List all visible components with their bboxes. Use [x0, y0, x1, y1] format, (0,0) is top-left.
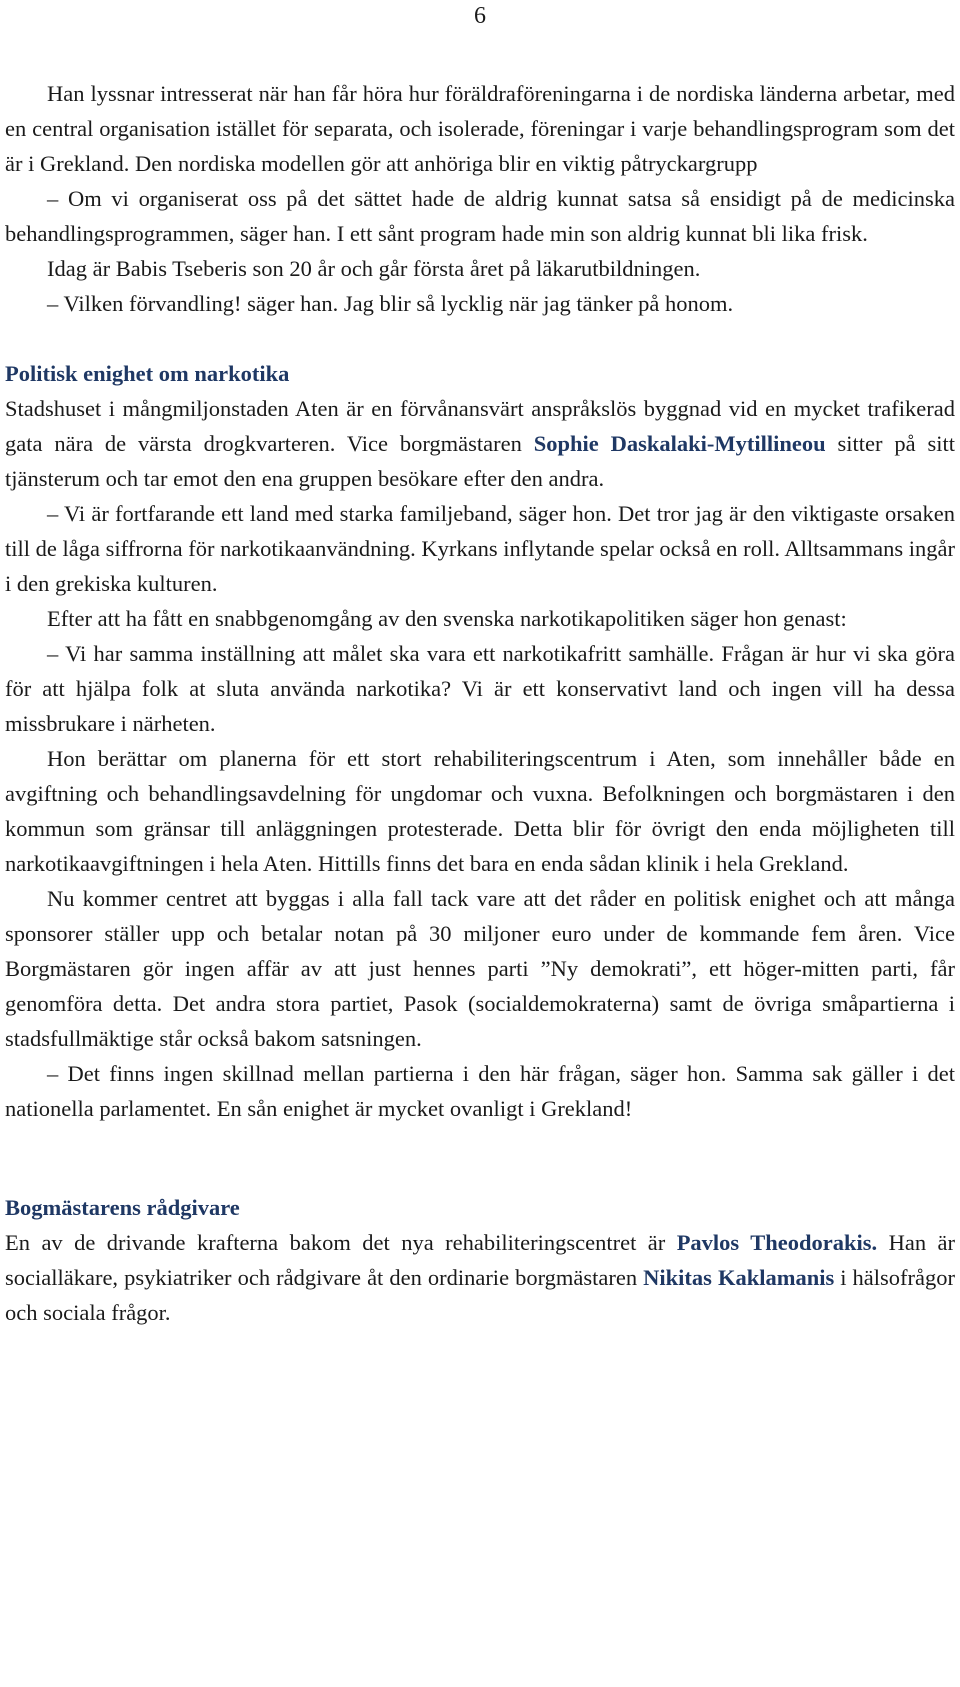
paragraph [5, 391, 955, 496]
person-name: Nikitas Kaklamanis [643, 1265, 835, 1290]
paragraph: Hon berättar om planerna för ett stort rehabiliteringscentrum i Aten, som innehåller både en avgiftning och behandlingsavdelning för ungdomar och vuxna. Befolkningen och borgmästaren i den kommun som gränsar till anläggningen protesterade. Detta blir för övrigt den enda möjligheten till narkotikaavgiftningen i hela Aten. Hittills finns det bara en enda sådan klinik i hela Grekland. [5, 746, 955, 876]
section-heading: Politisk enighet om narkotika [5, 361, 290, 386]
text-run: i hälsofrågor och sociala frågor. [5, 1265, 955, 1325]
person-name: Pavlos Theodorakis. [676, 1230, 878, 1255]
text-run: En av de drivande krafterna bakom det nya rehabiliteringscentret är [5, 1230, 677, 1255]
paragraph: Idag är Babis Tseberis son 20 år och går första året på läkarutbildningen. [47, 256, 701, 281]
text-run: sitter på sitt tjänsterum och tar emot den ena gruppen besökare efter den andra. [5, 431, 955, 491]
paragraph: – Vi är fortfarande ett land med starka familjeband, säger hon. Det tror jag är den viktigaste orsaken till de låga siffrorna för narkotikaanvändning. Kyrkans inflytande spelar också en roll. Alltsammans ingår i den grekiska kulturen. [5, 501, 955, 596]
paragraph: – Det finns ingen skillnad mellan partierna i den här frågan, säger hon. Samma sak gäller i det nationella parlamentet. En sån enighet är mycket ovanligt i Grekland! [5, 1061, 955, 1121]
paragraph: Nu kommer centret att byggas i alla fall tack vare att det råder en politisk enighet och att många sponsorer ställer upp och betalar notan på 30 miljoner euro under de kommande fem åren. Vice Borgmästaren gör ingen affär av att just hennes parti ”Ny demokrati”, ett höger-mitten parti, får genomföra detta. Det andra stora partiet, Pasok (socialdemokraterna) samt de övriga småpartierna i stadsfullmäktige står också bakom satsningen. [5, 886, 955, 1051]
section-heading: Bogmästarens rådgivare [5, 1195, 240, 1220]
document-body [5, 76, 955, 1330]
paragraph: – Vilken förvandling! säger han. Jag blir så lycklig när jag tänker på honom. [47, 291, 734, 316]
page-number: 6 [474, 3, 486, 29]
paragraph: Efter att ha fått en snabbgenomgång av den svenska narkotikapolitiken säger hon genast: [47, 606, 847, 631]
text-run: Stadshuset i mångmiljonstaden Aten är en förvånansvärt anspråkslös byggnad vid en mycket trafikerad gata nära de värsta drogkvarteren. Vice borgmästaren [5, 396, 955, 456]
paragraph [5, 1225, 955, 1330]
paragraph: Han lyssnar intresserat när han får höra hur föräldraföreningarna i de nordiska länderna arbetar, med en central organisation istället för separata, och isolerade, föreningar i varje behandlingsprogram som det är i Grekland. Den nordiska modellen gör att anhöriga blir en viktig påtryckargrupp [5, 81, 955, 176]
text-run: Han är socialläkare, psykiatriker och rådgivare åt den ordinarie borgmästaren [5, 1230, 955, 1290]
paragraph: – Vi har samma inställning att målet ska vara ett narkotikafritt samhälle. Frågan är hur vi ska göra för att hjälpa folk at sluta använda narkotika? Vi är ett konservativt land och ingen vill ha dessa missbrukare i närheten. [5, 641, 955, 736]
paragraph: – Om vi organiserat oss på det sättet hade de aldrig kunnat satsa så ensidigt på de medicinska behandlingsprogrammen, säger han. I ett sånt program hade min son aldrig kunnat bli lika frisk. [5, 186, 955, 246]
person-name: Sophie Daskalaki-Mytillineou [533, 431, 826, 456]
